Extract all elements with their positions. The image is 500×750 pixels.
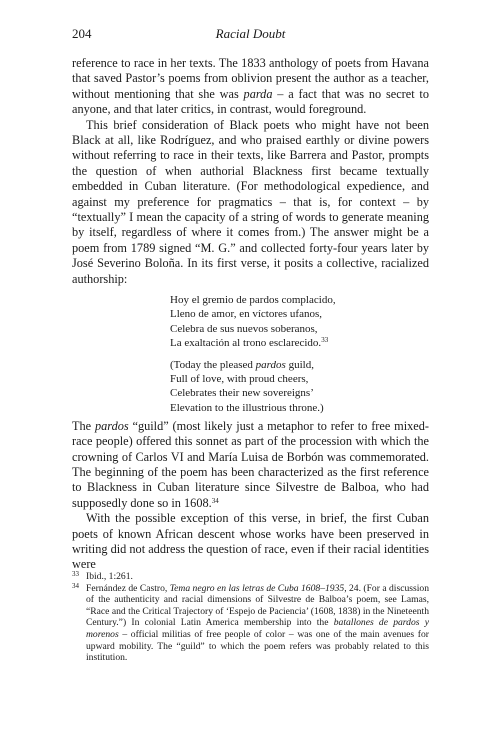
footnote-34 [72,583,429,664]
poem-line-4 [170,336,429,350]
paragraph-2: This brief consideration of Black poets who might have not been Black at all, like Rodríguez, and who praised earthly or divine powers without referring to race in their texts, like Barrera and Pastor, prompts the question of when authorial Blackness first became textually embedded in Cuban literature. (For methodological expedience, and against my preference for pragmatics – that is, for context – by “textually” I mean the capacity of a string of words to generate meaning by itself, regardless of where it comes from.) The answer might be a poem from 1789 signed “M. G.” and collected forty-four years later by José Severino Boloña. In its first verse, it posits a collective, racialized authorship: [72,117,429,286]
paragraph-4: With the possible exception of this verse, in brief, the first Cuban poets of known African descent whose works have been preserved in writing did not address the question of race, even if their racial identities were [72,511,429,572]
footnote-34-text-c: – official militias of free people of color – was one of the main avenues for upward mobility. The “guild” to which the poem refers was probably related to this institution. [86,628,429,664]
paragraph-3-text-a: The [72,418,95,433]
paragraph-1-text-a: reference to race in her texts. The 1833 anthology of poets from Havana that saved Pastor’s poems from oblivion present the author as a teacher, without mentioning that she was [72,56,429,101]
poem-line-4-text: La exaltación al trono esclarecido. [170,336,322,349]
footnote-ref-33: 33 [321,335,329,344]
poem-line-3: Celebra de sus nuevos soberanos, [170,322,318,335]
paragraph-1 [72,56,429,118]
footnotes [72,571,429,664]
footnote-34-mark: 34 [72,581,79,590]
body-text [72,56,429,573]
translation-line-1-b: guild, [285,358,314,371]
poem-block [72,293,429,415]
footnote-34-text-a: Fernández de Castro, [86,582,170,594]
footnote-34-text-b: , 24. (For a discussion of the authenticity and racial dimensions of Silvestre de Balboa’s poem, see Lamas, “Race and the Critical Trajectory of ‘Espejo de Paciencia’ (1608, 1838) in the Nineteenth Century.”) In colonial Latin America membership into the [86,582,429,629]
footnote-33 [72,571,429,583]
paragraph-3-emphasis: pardos [94,418,129,433]
paragraph-1-emphasis: parda [243,86,273,101]
footnote-34-title: Tema negro en las letras de Cuba 1608–1935 [169,582,345,594]
footnote-33-text: Ibid., 1:261. [86,571,133,582]
footnote-ref-34: 34 [211,496,219,505]
footnote-34-term: batallones de pardos y morenos [86,617,430,640]
translation-line-1-emphasis: pardos [255,358,286,371]
translation-line-3: Celebrates their new sovereigns’ [170,387,314,400]
paragraph-3-text-b: “guild” (most likely just a metaphor to refer to free mixed-race people) offered this sonnet as part of the procession with which the crowning of Carlos VI and María Luisa de Borbón was commemorated. The beginning of the poem has been characterized as the first reference to Blackness in Cuban literature since Silvestre de Balboa, who had supposedly done so in 1608. [72,418,429,510]
footnote-33-mark: 33 [72,570,79,578]
poem-line-2: Lleno de amor, en víctores ufanos, [170,308,322,321]
running-title: Racial Doubt [215,26,286,41]
page-header [72,26,429,46]
translation-line-1-a: (Today the pleased [170,358,256,371]
translation-line-2: Full of love, with proud cheers, [170,373,309,386]
paragraph-3 [72,419,429,511]
poem-line-1: Hoy el gremio de pardos complacido, [170,294,336,307]
translation-line-1 [170,358,429,372]
page-number: 204 [72,26,92,41]
paragraph-1-text-b: – a fact that was no secret to anyone, and that later critics, in contrast, would foreground. [72,86,429,117]
translation-line-4: Elevation to the illustrious throne.) [170,401,324,414]
